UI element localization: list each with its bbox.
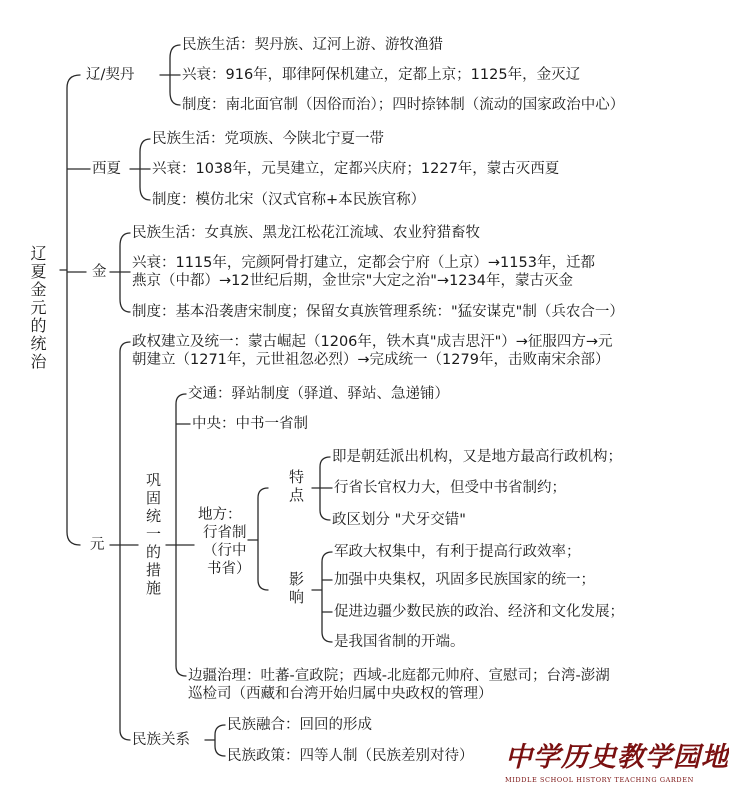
liao-label: 辽/契丹	[86, 67, 135, 83]
xixia-life: 民族生活：党项族、今陕北宁夏一带	[152, 131, 384, 147]
connector-features	[312, 457, 332, 520]
features-label: 特点	[287, 469, 305, 505]
connector-liao	[160, 45, 180, 105]
connector-consolidate	[166, 394, 194, 676]
xixia-system: 制度：模仿北宋（汉式官称+本民族官称）	[152, 192, 426, 208]
logo-main-text: 中学历史教学园地	[505, 742, 729, 773]
logo-sub-text: MIDDLE SCHOOL HISTORY TEACHING GARDEN	[505, 776, 694, 784]
jin-rise-line1: 兴衰：1115年，完颜阿骨打建立，定都会宁府（上京）→1153年，迁都	[132, 255, 595, 271]
yuan-regime-line1: 政权建立及统一：蒙古崛起（1206年，铁木真"成吉思汗"）→征服四方→元	[132, 334, 613, 350]
central-item: 中央：中书一省制	[192, 416, 308, 432]
jin-system: 制度：基本沿袭唐宋制度；保留女真族管理系统："猛安谋克"制（兵农合一）	[132, 304, 624, 320]
feature-item-3: 政区划分 "犬牙交错"	[332, 512, 466, 528]
connector-local	[248, 488, 268, 590]
frontier-line1: 边疆治理：吐蕃-宣政院；西域-北庭都元帅府、宣慰司；台湾-澎湖	[188, 668, 610, 684]
local-label-line1: 地方：	[198, 507, 242, 523]
influence-item-2: 加强中央集权，巩固多民族国家的统一；	[334, 572, 595, 588]
ethnic-label: 民族关系	[132, 732, 190, 748]
influence-label: 影响	[287, 571, 305, 607]
jin-label: 金	[92, 264, 107, 280]
jin-rise-line2: 燕京（中都）→12世纪后期，金世宗"大定之治"→1234年，蒙古灭金	[132, 273, 573, 289]
connector-influence	[312, 552, 332, 642]
connector-jin	[110, 233, 130, 312]
connector-xixia	[130, 139, 150, 200]
ethnic-fusion: 民族融合：回回的形成	[227, 717, 372, 733]
feature-item-1: 即是朝廷派出机构，又是地方最高行政机构；	[332, 449, 622, 465]
local-label-line3: （行中	[203, 543, 247, 559]
frontier-line2: 巡检司（西藏和台湾开始归属中央政权的管理）	[188, 686, 493, 702]
root-title: 辽夏金元的统治	[28, 245, 47, 371]
connector-root	[60, 75, 90, 545]
jin-life: 民族生活：女真族、黑龙江松花江流域、农业狩猎畜牧	[132, 225, 480, 241]
xixia-rise: 兴衰：1038年，元昊建立，定都兴庆府；1227年，蒙古灭西夏	[152, 161, 560, 177]
local-label-line4: 书省）	[207, 561, 251, 577]
liao-rise: 兴衰：916年，耶律阿保机建立，定都上京；1125年，金灭辽	[182, 67, 581, 83]
local-label-line2: 行省制	[203, 525, 247, 541]
connector-ethnic	[205, 725, 225, 756]
feature-item-2: 行省长官权力大，但受中书省制约；	[334, 480, 566, 496]
liao-system: 制度：南北面官制（因俗而治）；四时捺钵制（流动的国家政治中心）	[182, 97, 625, 113]
consolidate-label: 巩固统一的措施	[144, 472, 162, 598]
xixia-label: 西夏	[92, 161, 121, 177]
influence-item-1: 军政大权集中，有利于提高行政效率；	[334, 544, 581, 560]
yuan-regime-line2: 朝建立（1271年，元世祖忽必烈）→完成统一（1279年，击败南宋余部）	[132, 352, 610, 368]
ethnic-policy: 民族政策：四等人制（民族差别对待）	[227, 748, 474, 764]
brand-logo	[505, 742, 729, 792]
influence-item-3: 促进边疆少数民族的政治、经济和文化发展；	[334, 604, 624, 620]
influence-item-4: 是我国省制的开端。	[334, 634, 465, 650]
yuan-label: 元	[90, 537, 105, 553]
traffic-item: 交通：驿站制度（驿道、驿站、急递铺）	[188, 386, 449, 402]
connector-yuan	[110, 342, 138, 740]
liao-life: 民族生活：契丹族、辽河上游、游牧渔猎	[182, 37, 443, 53]
